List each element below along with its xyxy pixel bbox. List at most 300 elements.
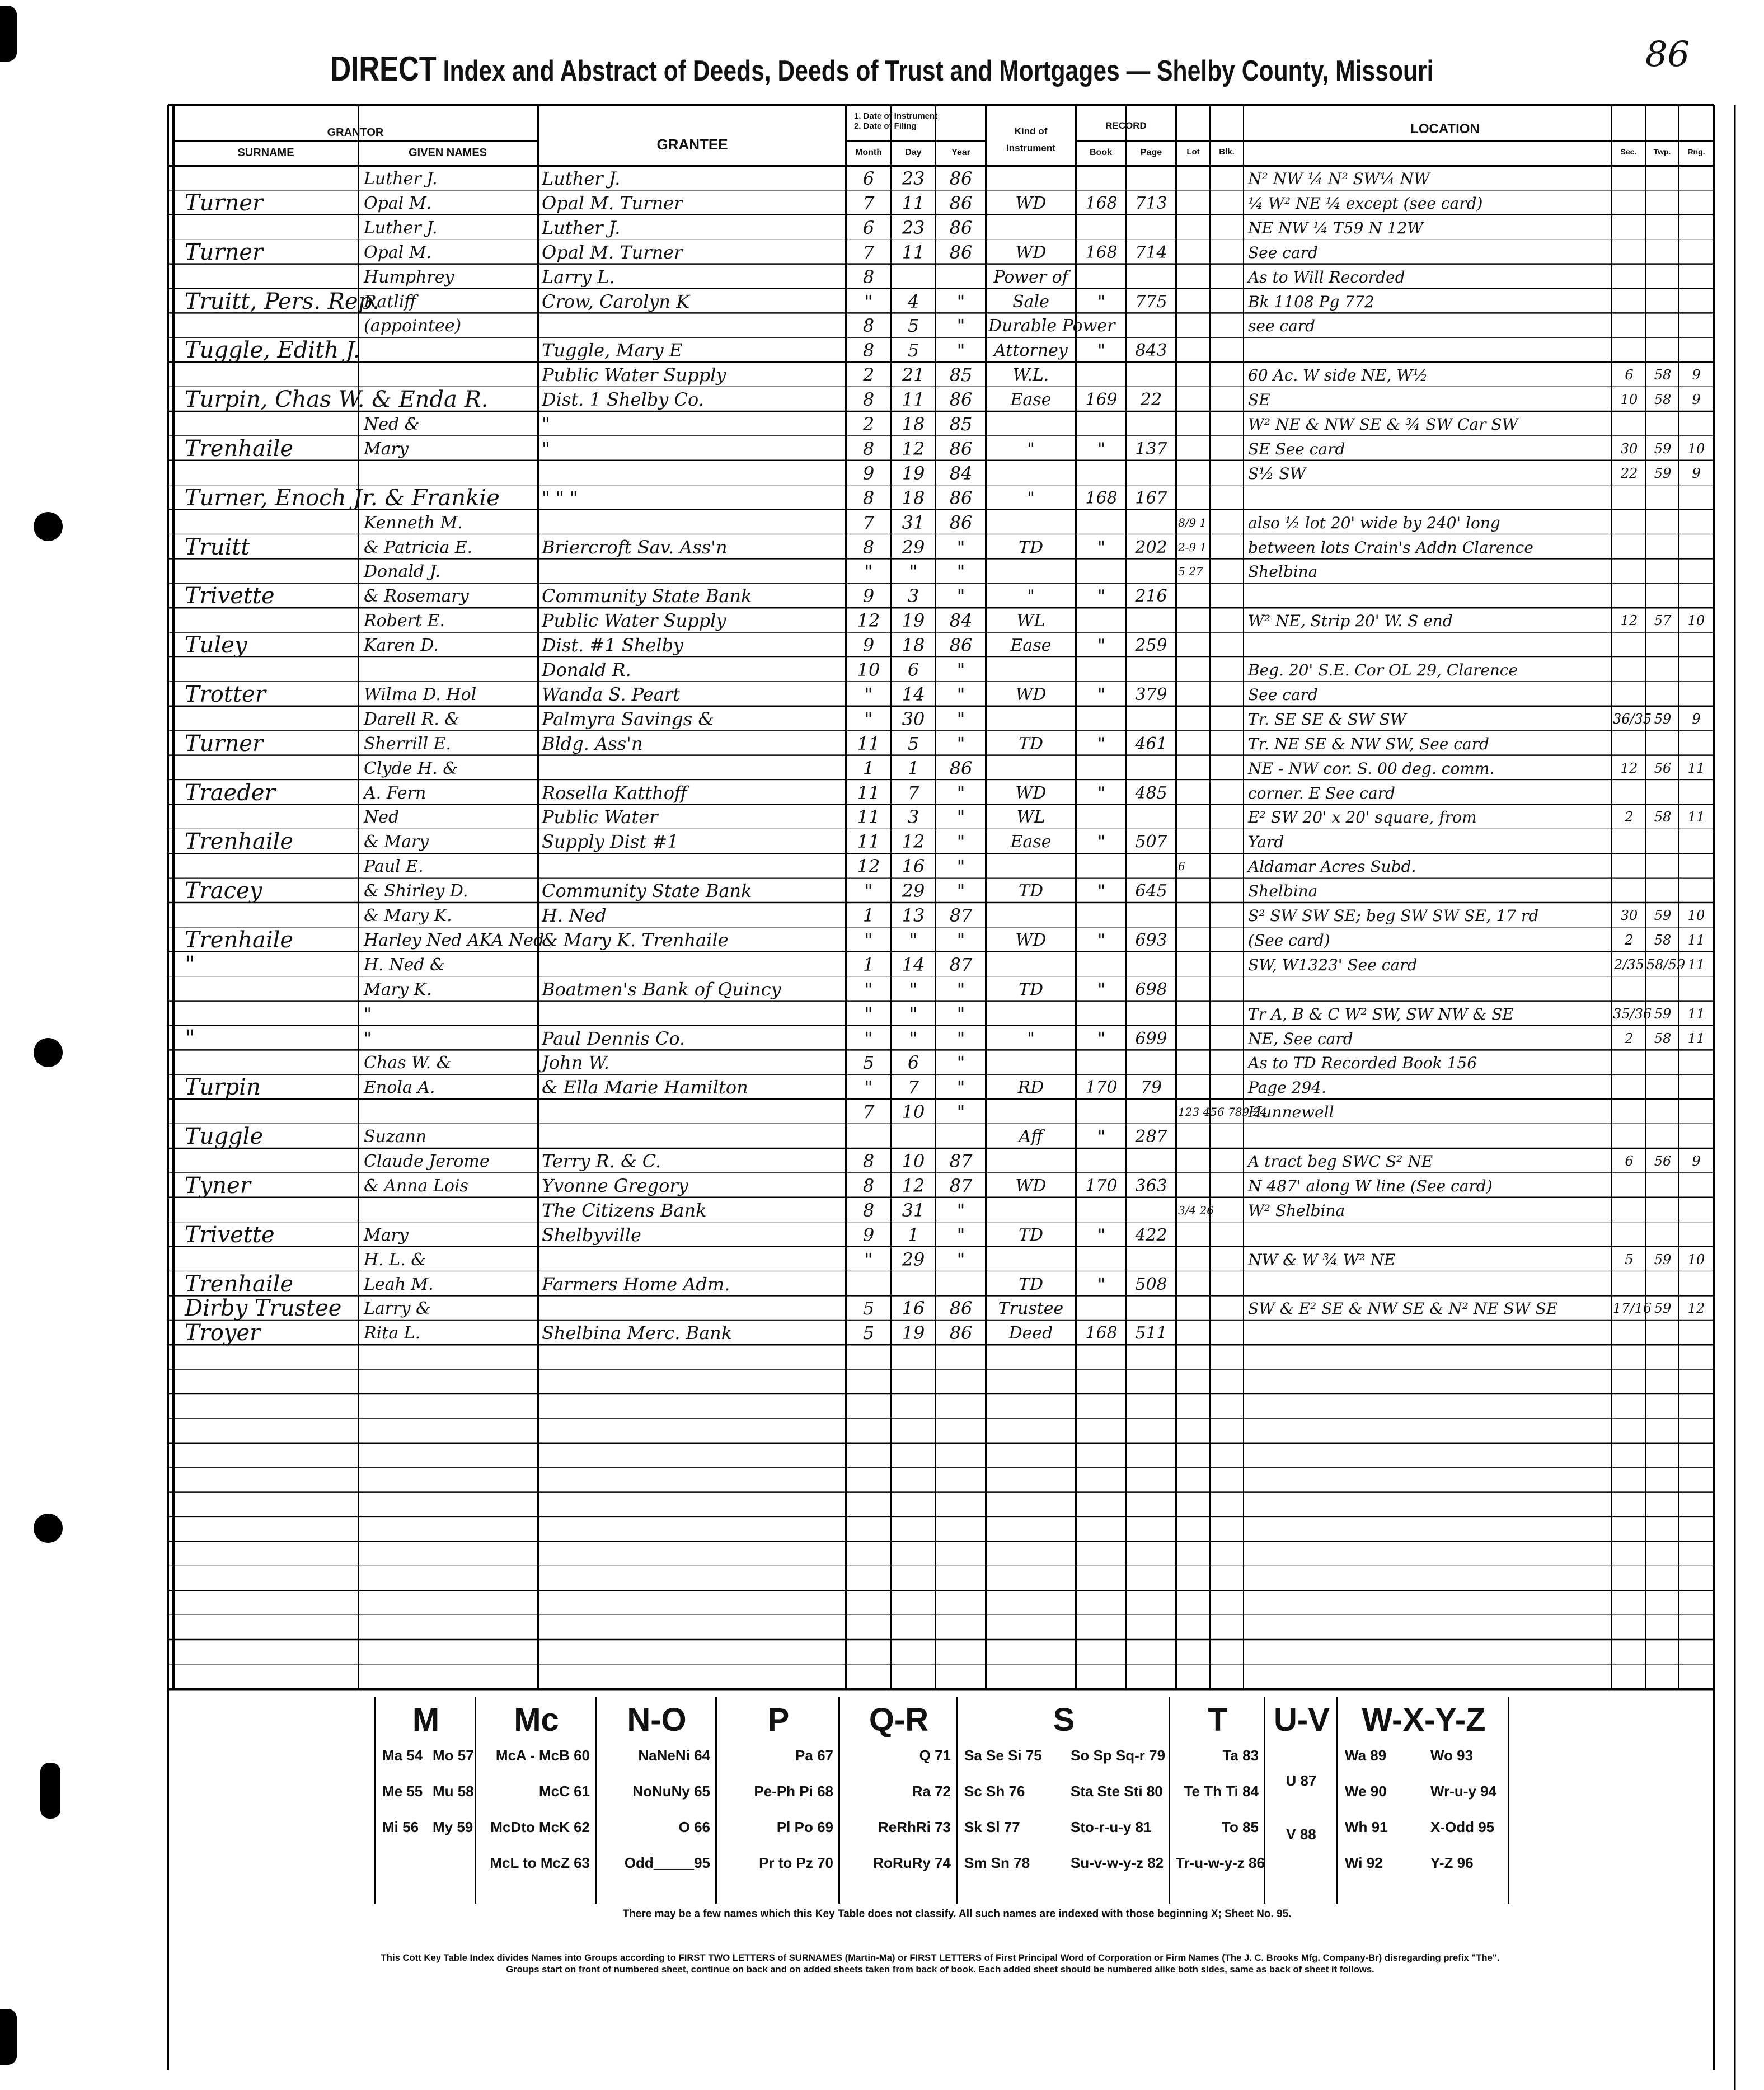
entry-loc: N 487' along W line (See card) <box>1248 1176 1493 1195</box>
entry-book: " <box>1097 292 1105 312</box>
entry-page: 699 <box>1135 1028 1167 1049</box>
entry-lot: 8/9 1 <box>1178 515 1207 529</box>
entry-sec: 35/36 <box>1613 1006 1652 1022</box>
entry-day: 19 <box>902 1322 925 1344</box>
entry-loc: ¼ W² NE ¼ except (see card) <box>1248 194 1483 213</box>
entry-mo: 2 <box>862 364 875 386</box>
entry-mo: 9 <box>862 1224 875 1246</box>
entry-loc: Hunnewell <box>1248 1103 1334 1122</box>
page-number: 86 <box>1645 34 1690 74</box>
entry-kind: WL <box>1016 807 1045 828</box>
entry-day: " <box>909 1003 918 1025</box>
entry-grantee: Bldg. Ass'n <box>542 732 643 754</box>
key-cell: Pr to Pz 70 <box>759 1854 833 1871</box>
entry-day: 4 <box>907 290 919 312</box>
entry-kind: Ease <box>1010 390 1052 410</box>
entry-yr: " <box>956 708 965 730</box>
header-lot: Lot <box>1186 147 1200 157</box>
entry-book: " <box>1097 734 1105 754</box>
key-cell: Ma 54 <box>382 1747 423 1764</box>
key-cell: Pe-Ph Pi 68 <box>754 1783 833 1800</box>
entry-book: " <box>1097 783 1105 803</box>
entry-mo: " <box>864 1003 873 1025</box>
entry-kind: " <box>1027 1028 1035 1049</box>
key-column <box>1264 1697 1338 1904</box>
entry-grantee: Shelbyville <box>542 1224 641 1246</box>
entry-given: H. Ned & <box>364 955 445 975</box>
entry-grantee: Shelbina Merc. Bank <box>542 1322 733 1344</box>
entry-yr: 87 <box>949 1150 973 1172</box>
entry-page: 507 <box>1135 832 1167 852</box>
entry-lot: 6 <box>1178 860 1185 873</box>
entry-day: 29 <box>902 536 925 558</box>
key-letter: U-V <box>1274 1702 1330 1738</box>
entry-day: 29 <box>902 1248 925 1270</box>
entry-given: & Mary <box>364 832 429 852</box>
entry-yr: " <box>956 1077 965 1098</box>
entry-yr: 85 <box>949 414 973 435</box>
entry-book: " <box>1097 439 1105 459</box>
entry-yr: " <box>956 585 965 607</box>
key-cell: Sta Ste Sti 80 <box>1071 1783 1163 1800</box>
entry-kind: " <box>1027 586 1035 607</box>
key-cell: Wa 89 <box>1345 1747 1387 1764</box>
key-cell: Q 71 <box>919 1747 951 1764</box>
header-day: Day <box>905 148 922 157</box>
entry-surname: Trivette <box>185 583 275 609</box>
entry-day: 11 <box>902 241 925 263</box>
entry-kind: " <box>1027 488 1035 508</box>
entry-kind: Deed <box>1008 1323 1053 1344</box>
key-table <box>374 1697 1508 1904</box>
entry-mo: " <box>864 561 873 583</box>
header-record: RECORD <box>1105 120 1147 131</box>
key-cell: To 85 <box>1222 1819 1259 1835</box>
entry-mo: " <box>864 290 873 312</box>
entry-grantee: Terry R. & C. <box>542 1150 662 1172</box>
entry-sec: 30 <box>1620 440 1638 457</box>
entry-loc: Shelbina <box>1248 562 1318 581</box>
entry-yr: " <box>956 732 965 754</box>
entry-loc: NE NW ¼ T59 N 12W <box>1248 218 1424 237</box>
header-kind-of: Kind of <box>1014 126 1048 137</box>
entry-twp: 56 <box>1654 1153 1672 1169</box>
entry-yr: " <box>956 831 965 853</box>
key-column <box>1169 1697 1265 1904</box>
footer-text: This Cott Key Table Index divides Names into Groups according to FIRST TWO LETTERS of SURNAMES (Martin-Ma) or FIRST LETTERS of First Principal Word of Corporation or Firm Names (The J. C. Brooks Mfg. Company-Br) disregarding prefix "The". Groups start on front of numbered sheet, continue on back and on added sheets taken from back of book. Each added sheet should be numbered alike both sides, same as back of sheet it follows. <box>381 1952 1500 1975</box>
key-table-note: There may be a few names which this Key Table does not classify. All such names are indexed with those beginning X; Sheet No. 95. <box>622 1908 1292 1920</box>
entry-mo: 8 <box>862 340 875 361</box>
key-cell: Me 55 <box>382 1783 423 1800</box>
entry-sec: 12 <box>1620 613 1638 629</box>
key-column <box>715 1697 840 1904</box>
entry-yr: " <box>956 856 965 877</box>
entry-surname: Truitt, Pers. Rep. <box>185 288 379 314</box>
entry-grantee: Farmers Home Adm. <box>542 1273 730 1295</box>
entry-book: " <box>1097 832 1105 852</box>
entry-loc: between lots Crain's Addn Clarence <box>1248 538 1533 557</box>
entry-yr: " <box>956 782 965 804</box>
entry-given: & Patricia E. <box>364 537 473 557</box>
entry-surname: Turner, Enoch Jr. & Frankie <box>185 485 500 511</box>
entry-lot: 123 456 789 24 <box>1178 1105 1268 1119</box>
header-instrument: Instrument <box>1006 143 1055 153</box>
entry-grantee: Community State Bank <box>542 880 752 902</box>
entry-mo: 8 <box>862 487 875 509</box>
entry-given: & Shirley D. <box>364 881 468 901</box>
entry-day: 18 <box>902 487 925 509</box>
entry-loc: W² NE & NW SE & ¾ SW Car SW <box>1248 415 1518 434</box>
entry-mo: 9 <box>862 462 875 484</box>
entry-page: 511 <box>1135 1323 1167 1344</box>
entry-yr: 87 <box>949 1175 973 1196</box>
header-blk: Blk. <box>1219 147 1235 157</box>
entry-loc: Yard <box>1248 833 1284 852</box>
entry-given: Harley Ned AKA Ned <box>364 930 545 950</box>
entry-day: 16 <box>902 856 925 877</box>
key-column <box>475 1697 597 1904</box>
entry-kind: Ease <box>1010 636 1052 656</box>
entry-mo: 10 <box>857 659 880 680</box>
entry-book: " <box>1097 979 1105 999</box>
entry-given: Clyde H. & <box>364 758 458 778</box>
entry-given: Opal M. <box>364 242 432 262</box>
entry-mo: " <box>864 683 873 705</box>
entry-loc: Tr. NE SE & NW SW, See card <box>1248 734 1489 753</box>
key-cell: Mu 58 <box>433 1783 474 1800</box>
entry-twp: 59 <box>1654 465 1672 481</box>
entry-page: 137 <box>1135 439 1167 459</box>
entry-mo: 9 <box>862 585 875 607</box>
key-cell: Pa 67 <box>795 1747 833 1764</box>
entry-lot: 3/4 26 <box>1178 1203 1214 1217</box>
entry-yr: 86 <box>949 389 973 411</box>
entry-loc: Aldamar Acres Subd. <box>1248 857 1416 876</box>
key-letter: Q-R <box>869 1702 929 1738</box>
entry-mo: " <box>864 1077 873 1098</box>
entry-yr: " <box>956 1027 965 1049</box>
entry-day: 10 <box>902 1101 925 1123</box>
key-cell: Ra 72 <box>912 1783 951 1800</box>
entry-loc: S² SW SW SE; beg SW SW SE, 17 rd <box>1248 907 1539 925</box>
entry-loc: Bk 1108 Pg 772 <box>1248 292 1374 311</box>
entry-given: Paul E. <box>364 857 424 877</box>
entry-yr: 86 <box>949 438 973 459</box>
entry-book: 168 <box>1085 242 1118 262</box>
entry-mo: 12 <box>857 610 880 632</box>
entry-sec: 22 <box>1620 465 1638 481</box>
entry-page: 287 <box>1135 1127 1167 1147</box>
entry-mo: 11 <box>857 732 880 754</box>
entry-loc: See card <box>1248 243 1318 262</box>
entry-kind: W.L. <box>1012 365 1049 386</box>
entry-yr: " <box>956 315 965 337</box>
entry-yr: " <box>956 1224 965 1246</box>
entry-day: " <box>909 978 918 1000</box>
key-cell: My 59 <box>433 1819 473 1835</box>
key-cell: Pl Po 69 <box>776 1819 833 1835</box>
entry-yr: " <box>956 1101 965 1123</box>
entry-surname: Turner <box>185 190 264 216</box>
entry-rng: 10 <box>1687 908 1705 923</box>
key-cell: Wo 93 <box>1430 1747 1474 1764</box>
entry-sec: 6 <box>1625 1153 1634 1169</box>
key-cell: NoNuNy 65 <box>632 1783 710 1800</box>
key-cell: ReRhRi 73 <box>878 1819 951 1835</box>
entry-sec: 30 <box>1620 908 1638 923</box>
entry-given: " <box>364 1004 372 1024</box>
entry-loc: W² Shelbina <box>1248 1201 1345 1220</box>
entry-lot: 2-9 1 <box>1178 540 1207 554</box>
entry-page: 259 <box>1135 636 1167 656</box>
key-cell: Wi 92 <box>1345 1854 1383 1871</box>
entry-given: Chas W. & <box>364 1053 452 1073</box>
entry-grantee: The Citizens Bank <box>542 1199 707 1221</box>
entry-surname: Tuggle, Edith J. <box>185 337 360 364</box>
key-column <box>595 1697 717 1904</box>
entry-loc: S½ SW <box>1248 464 1306 483</box>
key-cell: Mo 57 <box>433 1747 474 1764</box>
entry-mo: 6 <box>862 168 875 189</box>
entry-mo: 5 <box>862 1322 875 1344</box>
entry-day: 10 <box>902 1150 925 1172</box>
entry-mo: 1 <box>862 905 875 926</box>
entry-yr: 86 <box>949 635 973 656</box>
entry-day: 31 <box>902 511 925 533</box>
entry-mo: " <box>864 1248 873 1270</box>
entry-grantee: Palmyra Savings & <box>542 708 714 730</box>
entry-given: Mary <box>364 1225 409 1245</box>
entry-surname: Trenhaile <box>185 1271 294 1297</box>
entry-loc: A tract beg SWC S² NE <box>1248 1152 1433 1171</box>
key-cell: Sm Sn 78 <box>964 1854 1030 1871</box>
entry-rng: 12 <box>1687 1300 1705 1317</box>
entry-day: 5 <box>907 732 919 754</box>
entry-grantee: Public Water Supply <box>542 364 726 386</box>
entry-day: 6 <box>907 659 919 680</box>
entry-day: 7 <box>907 1077 919 1098</box>
entry-day: 29 <box>902 880 925 902</box>
entry-day: 23 <box>902 168 925 189</box>
entry-given: Ned <box>364 807 400 828</box>
entry-grantee: Community State Bank <box>542 585 752 607</box>
entry-given: Luther J. <box>364 218 438 238</box>
entry-mo: 11 <box>857 831 880 853</box>
entry-twp: 58/59 <box>1646 956 1686 973</box>
entry-grantee: Briercroft Sav. Ass'n <box>542 536 728 558</box>
entry-kind: WD <box>1015 930 1047 950</box>
entry-book: " <box>1097 881 1105 901</box>
entry-day: 12 <box>902 1175 925 1196</box>
entry-yr: 86 <box>949 1322 973 1344</box>
entry-twp: 59 <box>1654 1251 1672 1267</box>
key-column <box>838 1697 958 1904</box>
entry-yr: " <box>956 1199 965 1221</box>
key-cell: X-Odd 95 <box>1430 1819 1495 1835</box>
entry-given: Larry & <box>364 1299 431 1319</box>
key-cell: McL to McZ 63 <box>490 1854 590 1871</box>
entry-kind: WD <box>1015 783 1047 803</box>
entry-rng: 10 <box>1687 613 1705 629</box>
entry-given: Darell R. & <box>364 709 460 729</box>
entry-day: 12 <box>902 831 925 853</box>
entry-given: Opal M. <box>364 193 432 213</box>
entry-yr: " <box>956 536 965 558</box>
entry-loc: NE - NW cor. S. 00 deg. comm. <box>1248 759 1495 778</box>
entry-mo: " <box>864 929 873 951</box>
key-letter: N-O <box>627 1702 687 1738</box>
key-cell: RoRuRy 74 <box>873 1854 951 1871</box>
entry-day: 21 <box>902 364 925 386</box>
header-twp: Twp. <box>1653 147 1671 156</box>
entry-sec: 2 <box>1625 932 1634 948</box>
entry-given: Donald J. <box>364 562 440 582</box>
entry-kind: TD <box>1018 537 1044 557</box>
entry-yr: 87 <box>949 905 973 926</box>
entry-mo: 7 <box>862 192 875 214</box>
entry-page: 461 <box>1135 734 1167 754</box>
entry-mo: 9 <box>862 635 875 656</box>
key-cell: McDto McK 62 <box>490 1819 590 1835</box>
entry-book: " <box>1097 537 1105 557</box>
entry-yr: " <box>956 659 965 680</box>
entry-page: 79 <box>1140 1078 1162 1098</box>
entry-kind: WD <box>1015 242 1047 262</box>
entry-day: 5 <box>907 315 919 337</box>
entry-day: 11 <box>902 389 925 411</box>
key-letter: T <box>1208 1702 1228 1738</box>
header-year: Year <box>951 148 970 157</box>
entry-page: 698 <box>1135 979 1167 999</box>
entry-given: Leah M. <box>364 1274 434 1294</box>
entry-day: 31 <box>902 1199 925 1221</box>
entry-book: 170 <box>1085 1078 1118 1098</box>
key-letter: W-X-Y-Z <box>1362 1702 1486 1738</box>
entry-surname: Turpin <box>185 1074 261 1101</box>
entry-twp: 58 <box>1654 932 1672 948</box>
entry-page: 422 <box>1135 1225 1167 1245</box>
entry-given: & Mary K. <box>364 906 452 926</box>
entry-book: 168 <box>1085 1323 1118 1344</box>
entry-kind: Power of <box>993 267 1068 287</box>
key-cell: Sa Se Si 75 <box>964 1747 1042 1764</box>
entry-kind: TD <box>1018 1274 1044 1294</box>
entry-loc: E² SW 20' x 20' square, from <box>1248 808 1477 827</box>
entry-yr: 85 <box>949 364 973 386</box>
entry-surname: Turner <box>185 239 264 265</box>
entry-twp: 58 <box>1654 1030 1672 1046</box>
entry-day: " <box>909 929 918 951</box>
entry-page: 379 <box>1135 684 1167 705</box>
entry-sec: 5 <box>1625 1251 1634 1267</box>
entry-given: Sherrill E. <box>364 734 452 754</box>
entry-kind: Durable Power <box>988 316 1115 336</box>
entry-twp: 59 <box>1654 440 1672 457</box>
entry-day: " <box>909 561 918 583</box>
entry-loc: SE <box>1248 391 1270 410</box>
entry-day: 18 <box>902 414 925 435</box>
key-cell: Odd_____95 <box>624 1854 710 1871</box>
entry-twp: 59 <box>1654 711 1672 727</box>
entry-twp: 58 <box>1654 809 1672 825</box>
key-column <box>374 1697 476 1904</box>
entry-sec: 2 <box>1625 1030 1634 1046</box>
entry-loc: W² NE, Strip 20' W. S end <box>1248 612 1453 631</box>
entry-kind: Aff <box>1019 1127 1043 1147</box>
entry-surname: Tuley <box>185 632 247 659</box>
entry-day: 6 <box>907 1052 919 1074</box>
header-date-filing: 2. Date of Filing <box>854 121 917 131</box>
entry-mo: 8 <box>862 536 875 558</box>
entry-given: & Rosemary <box>364 586 469 607</box>
entry-given: " <box>364 1028 372 1049</box>
key-cell: Su-v-w-y-z 82 <box>1071 1854 1164 1871</box>
entry-surname: Trenhaile <box>185 435 294 462</box>
entry-given: Ned & <box>364 415 420 434</box>
entry-kind: WD <box>1015 684 1047 705</box>
key-cell: Sk Sl 77 <box>964 1819 1020 1835</box>
entry-given: Luther J. <box>364 169 438 189</box>
entry-grantee: Tuggle, Mary E <box>542 340 683 361</box>
entry-grantee: " <box>542 414 550 435</box>
entry-day: " <box>909 1027 918 1049</box>
key-cell: We 90 <box>1345 1783 1387 1800</box>
entry-kind: RD <box>1017 1078 1044 1098</box>
entry-surname: Tracey <box>185 878 262 904</box>
entry-book: 168 <box>1085 193 1118 213</box>
entry-kind: WD <box>1015 1176 1047 1196</box>
entry-mo: " <box>864 880 873 902</box>
entry-kind: TD <box>1018 734 1044 754</box>
entry-kind: TD <box>1018 1225 1044 1245</box>
key-cell: Wr-u-y 94 <box>1430 1783 1496 1800</box>
entry-mo: 1 <box>862 954 875 975</box>
entry-book: " <box>1097 684 1105 705</box>
entry-rng: 11 <box>1687 760 1705 776</box>
entry-grantee: Opal M. Turner <box>542 241 683 263</box>
entry-sec: 36/35 <box>1613 711 1652 727</box>
header-month: Month <box>855 148 882 157</box>
entry-mo: 8 <box>862 1150 875 1172</box>
header-page: Page <box>1140 148 1162 157</box>
entry-book: 170 <box>1085 1176 1118 1196</box>
header-book: Book <box>1090 148 1112 157</box>
entry-grantee: Public Water <box>542 806 658 828</box>
entry-given: Suzann <box>364 1127 427 1147</box>
entry-grantee: H. Ned <box>542 905 607 926</box>
entry-given: Kenneth M. <box>364 513 463 533</box>
entry-given: Mary K. <box>364 979 432 999</box>
entry-grantee: Dist. 1 Shelby Co. <box>542 389 704 411</box>
entry-yr: 86 <box>949 757 973 779</box>
page-title: DIRECT Index and Abstract of Deeds, Deeds of Trust and Mortgages — Shelby County, Missouri <box>330 50 1434 88</box>
header-grantee: GRANTEE <box>656 136 728 153</box>
entry-mo: 11 <box>857 806 880 828</box>
entry-grantee: Dist. #1 Shelby <box>542 635 684 656</box>
entry-rng: 9 <box>1692 465 1701 481</box>
entry-book: " <box>1097 341 1105 361</box>
entry-mo: 6 <box>862 217 875 238</box>
key-letter: P <box>767 1702 790 1738</box>
entry-loc: see card <box>1248 317 1316 336</box>
entry-grantee: " <box>542 438 550 459</box>
entry-sec: 10 <box>1620 392 1638 408</box>
entry-grantee: Opal M. Turner <box>542 192 683 214</box>
entry-grantee: Luther J. <box>542 217 621 238</box>
entry-given: & Anna Lois <box>364 1176 468 1196</box>
entry-yr: " <box>956 929 965 951</box>
entry-yr: " <box>956 1248 965 1270</box>
